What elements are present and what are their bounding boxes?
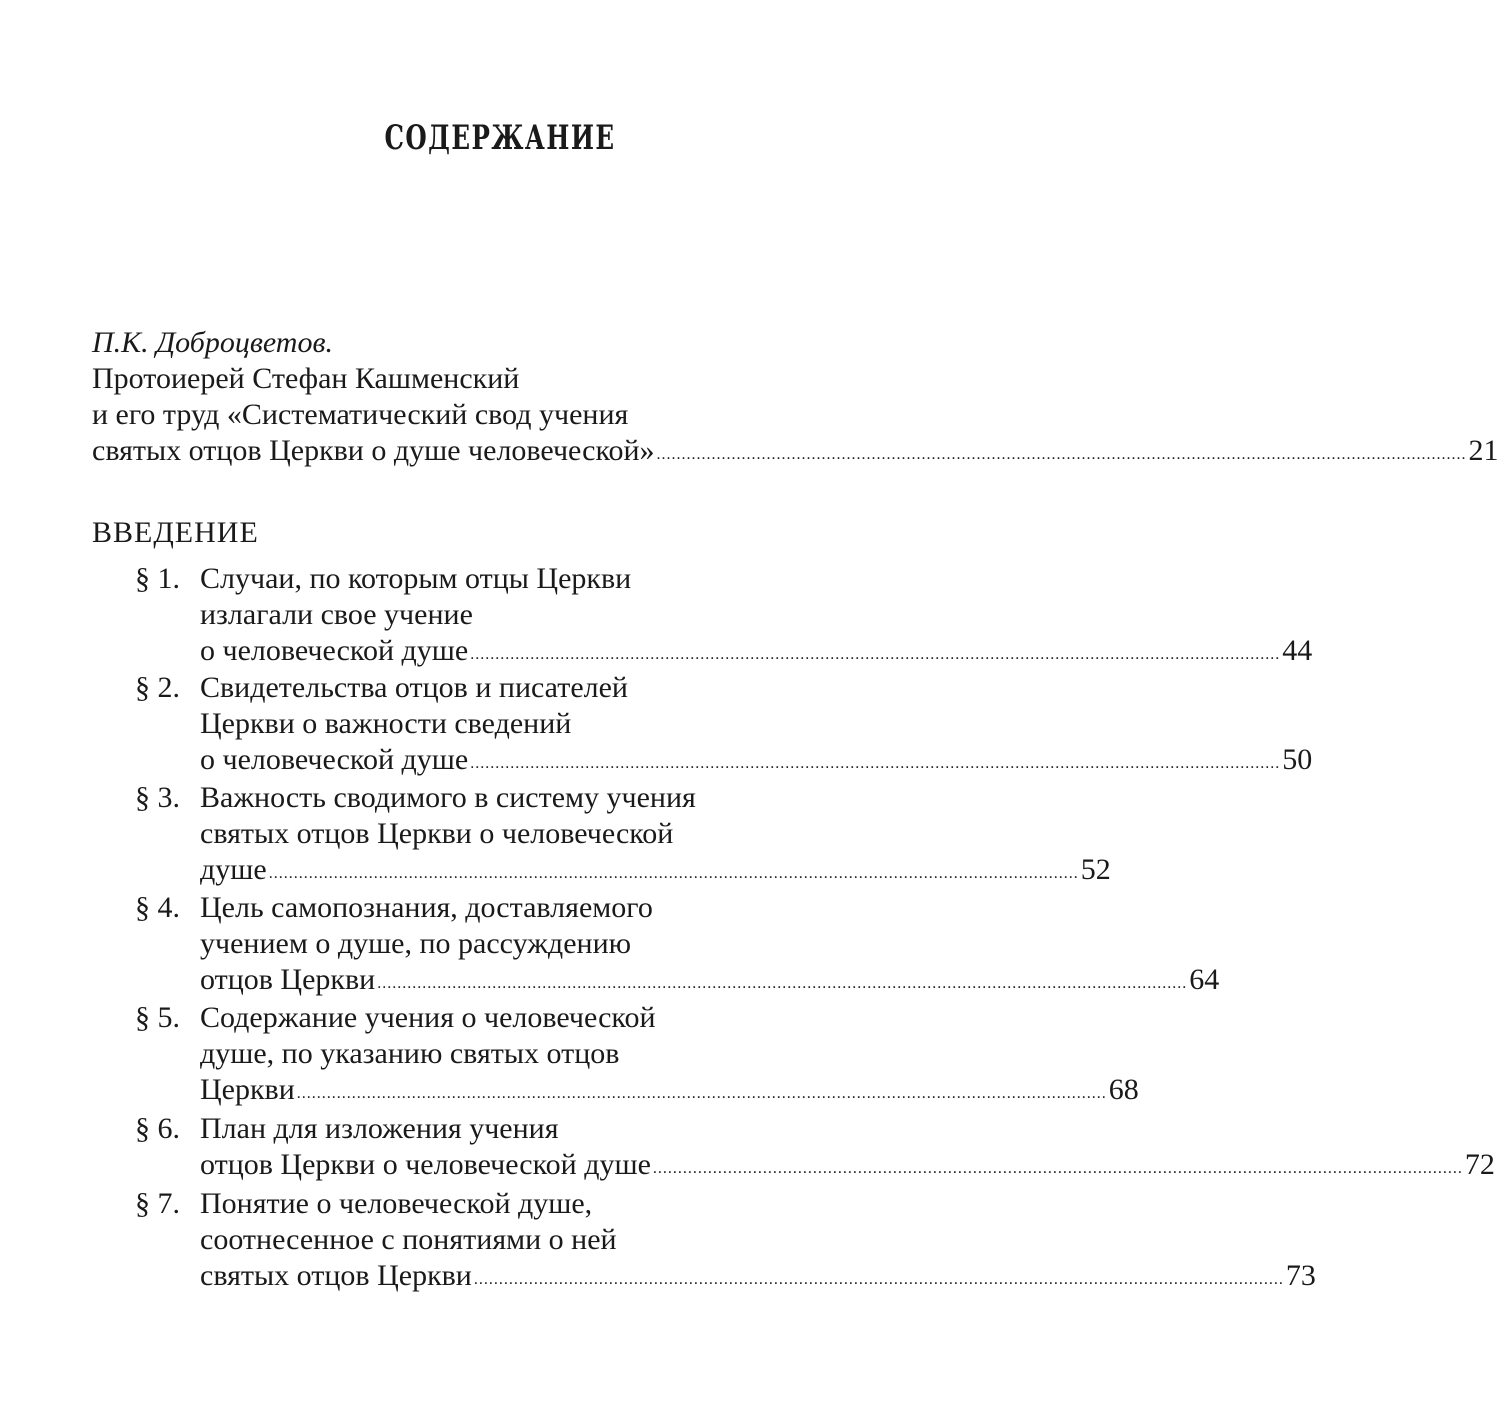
section-number: § 4. <box>135 891 180 924</box>
section-title-line: учением о душе, по рассуждению <box>200 927 632 960</box>
page-number: 21 <box>1468 434 1499 467</box>
page-number: 50 <box>1282 743 1313 776</box>
section-title-line: Цель самопознания, доставляемого <box>200 891 653 924</box>
section-title-line: Понятие о человеческой душе, <box>200 1187 593 1220</box>
section-title-line: о человеческой душе <box>200 743 469 776</box>
section-number: § 6. <box>135 1112 180 1145</box>
dot-leader: .................................................................................................................................................................. <box>470 755 1281 772</box>
section-title-line: душе <box>200 853 267 886</box>
section-title-line: излагали свое учение <box>200 598 473 631</box>
preface-author: П.К. Доброцветов. <box>92 326 333 359</box>
dot-leader: .................................................................................................................................................................. <box>268 865 1079 882</box>
section-title-line: святых отцов Церкви о человеческой <box>200 817 674 850</box>
section-title-line: соотнесенное с понятиями о ней <box>200 1223 617 1256</box>
section-title-line: Церкви <box>200 1073 295 1106</box>
toc-leader-row <box>200 962 1220 1003</box>
page-number: 52 <box>1080 853 1111 886</box>
dot-leader: .................................................................................................................................................................. <box>296 1085 1107 1102</box>
section-title-line: Содержание учения о человеческой <box>200 1001 656 1034</box>
page-number: 72 <box>1464 1148 1495 1181</box>
section-title-line: Случаи, по которым отцы Церкви <box>200 562 632 595</box>
section-title-line: о человеческой душе <box>200 634 469 667</box>
section-title-line: душе, по указанию святых отцов <box>200 1037 620 1070</box>
section-title-line: Свидетельства отцов и писателей <box>200 671 628 704</box>
section-title-line: отцов Церкви <box>200 963 376 996</box>
page-number: 73 <box>1285 1259 1316 1292</box>
section-number: § 7. <box>135 1187 180 1220</box>
page-number: 68 <box>1108 1073 1139 1106</box>
section-title-line: отцов Церкви о человеческой душе <box>200 1148 651 1181</box>
dot-leader: .................................................................................................................................................................. <box>470 646 1281 663</box>
section-title-line: Важность сводимого в систему учения <box>200 781 696 814</box>
section-number: § 2. <box>135 671 180 704</box>
toc-leader-row <box>200 742 1313 783</box>
dot-leader: .................................................................................................................................................................. <box>377 975 1188 992</box>
section-number: § 3. <box>135 781 180 814</box>
section-heading-introduction: ВВЕДЕНИЕ <box>92 516 259 549</box>
toc-leader-row <box>200 1258 1316 1299</box>
toc-leader-row <box>200 1147 1495 1188</box>
toc-leader-row <box>200 852 1111 893</box>
page-number: 44 <box>1282 634 1313 667</box>
preface-title-line: святых отцов Церкви о душе человеческой» <box>92 434 655 467</box>
dot-leader: .................................................................................................................................................................. <box>473 1271 1284 1288</box>
section-title-line: святых отцов Церкви <box>200 1259 472 1292</box>
section-number: § 5. <box>135 1001 180 1034</box>
dot-leader: .................................................................................................................................................................. <box>656 446 1467 463</box>
toc-leader-row <box>92 433 1499 474</box>
toc-leader-row <box>200 633 1313 674</box>
toc-leader-row <box>200 1072 1139 1113</box>
section-title-line: Церкви о важности сведений <box>200 707 572 740</box>
preface-title-line: и его труд «Систематический свод учения <box>92 398 629 431</box>
page-title: СОДЕРЖАНИЕ <box>384 118 616 158</box>
dot-leader: .................................................................................................................................................................. <box>652 1160 1463 1177</box>
preface-title-line: Протоиерей Стефан Кашменский <box>92 362 520 395</box>
section-title-line: План для изложения учения <box>200 1112 559 1145</box>
section-number: § 1. <box>135 562 180 595</box>
page-number: 64 <box>1189 963 1220 996</box>
